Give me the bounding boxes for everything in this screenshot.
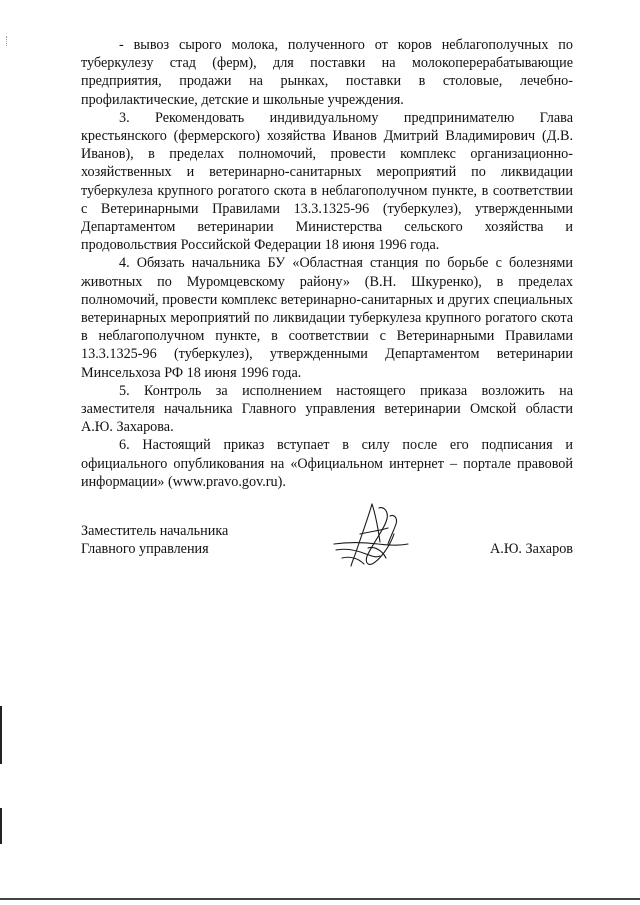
signer-name: А.Ю. Захаров [490,541,573,557]
scan-edge-artifact [0,808,2,844]
paragraph-raw-milk-ban: - вывоз сырого молока, полученного от коров неблагополучных по туберкулезу стад (ферм), для поставки на молокоперерабатывающие предприятия, продажи на рынках, поставки в столовые, лечебно-профилактические, детские и школьные учреждения. [81,37,573,108]
signer-position-line-1: Заместитель начальника [81,523,229,539]
signature-block [81,522,573,582]
signer-position-line-2: Главного управления [81,541,209,557]
scan-edge-artifact [0,706,2,764]
paragraph-item-3: 3. Рекомендовать индивидуальному предпринимателю Глава крестьянского (фермерского) хозяйства Иванов Дмитрий Владимирович (Д.В. Иванов), в пределах полномочий, провести комплекс организационно-хозяйственных и ветеринарно-санитарных мероприятий по ликвидации туберкулеза крупного рогатого скота в неблагополучном пункте, в соответствии с Ветеринарными Правилами 13.3.1325-96 (туберкулез), утвержденными Департаментом ветеринарии Министерства сельского хозяйства и продовольствия Российской Федерации 18 июня 1996 года. [81,109,573,254]
document-body [81,36,573,491]
scan-edge-artifact [0,898,640,900]
paragraph-item-4: 4. Обязать начальника БУ «Областная станция по борьбе с болезнями животных по Муромцевскому району» (В.Н. Шкуренко), в пределах полномочий, провести комплекс ветеринарно-санитарных и других специальных ветеринарных мероприятий по ликвидации туберкулеза крупного рогатого скота в неблагополучном пункте, в соответствии с Ветеринарными Правилами 13.3.1325-96 (туберкулез), утвержденными Департаментом ветеринарии Минсельхоза РФ 18 июня 1996 года. [81,255,573,381]
paragraph-item-6: 6. Настоящий приказ вступает в силу после его подписания и официального опубликования на «Официальном интернет – портале правовой информации» (www.pravo.gov.ru). [81,437,573,490]
scan-artifact [6,36,11,46]
paragraph-item-5: 5. Контроль за исполнением настоящего приказа возложить на заместителя начальника Главного управления ветеринарии Омской области А.Ю. Захарова. [81,382,573,436]
